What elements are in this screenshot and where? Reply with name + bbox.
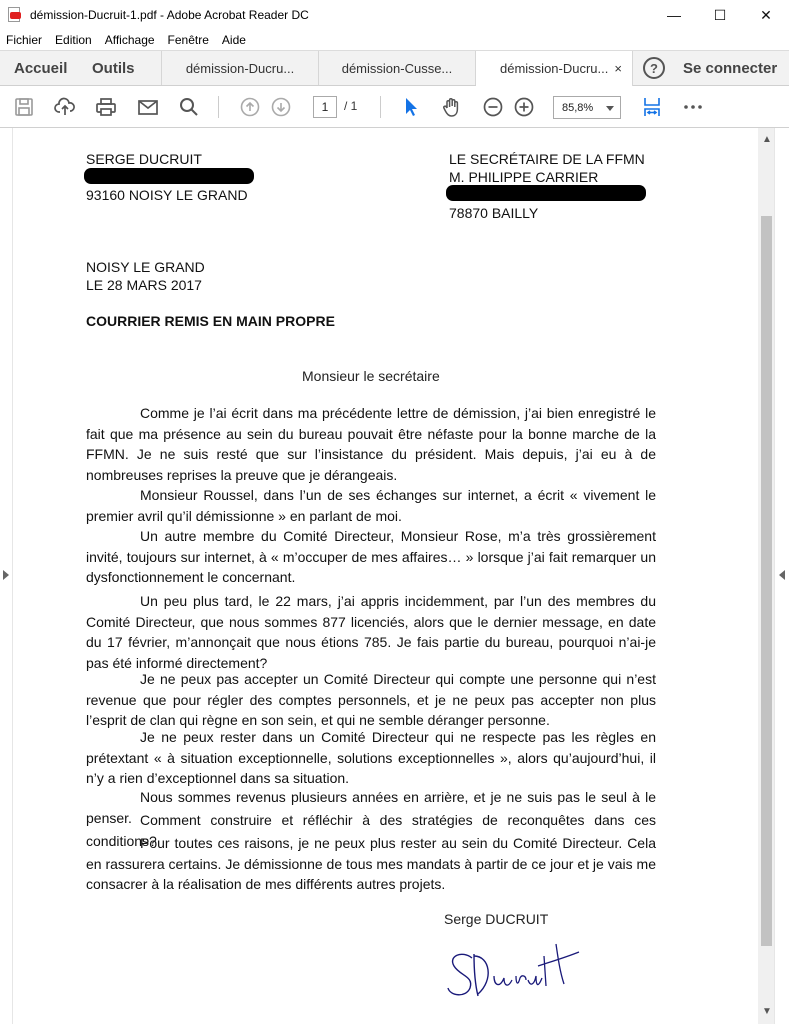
document-viewer	[0, 128, 789, 1024]
tab-outils[interactable]: Outils	[80, 51, 162, 85]
email-icon[interactable]	[136, 95, 160, 119]
acrobat-pdf-icon	[8, 7, 22, 23]
left-panel-toggle[interactable]	[0, 128, 13, 1024]
vertical-scrollbar[interactable]	[758, 128, 774, 1024]
title-bar	[0, 0, 789, 30]
signoff-name: Serge DUCRUIT	[444, 911, 549, 927]
more-options-icon[interactable]	[681, 95, 705, 119]
letter-paragraph: Monsieur Roussel, dans l’un de ses échanges sur internet, a écrit « vivement le premier avril qu’il démissionne » en parlant de moi.	[86, 487, 656, 524]
sender-city: 93160 NOISY LE GRAND	[86, 187, 248, 203]
toolbar-divider	[380, 96, 381, 118]
zoom-level-select[interactable]	[553, 96, 621, 119]
chevron-down-icon	[606, 106, 614, 111]
toolbar-divider	[218, 96, 219, 118]
select-cursor-icon[interactable]	[399, 95, 423, 119]
scroll-up-icon[interactable]: ▲	[762, 134, 772, 145]
save-icon[interactable]	[12, 95, 36, 119]
page-total: / 1	[344, 99, 358, 113]
menu-edition[interactable]: Edition	[55, 33, 92, 47]
tab-bar	[0, 50, 789, 86]
menu-aide[interactable]: Aide	[221, 33, 246, 47]
page-number-input[interactable]: 1	[313, 96, 337, 118]
hand-tool-icon[interactable]	[440, 95, 464, 119]
letter-paragraph: Un peu plus tard, le 22 mars, j’ai appris incidemment, par l’un des membres du Comité Directeur, que nous sommes 877 licenciés, alors que le dernier message, en date du 17 février, m’annonçait que nous étions 785. Je fais partie du bureau, pourquoi n’ai-je pas été informé directement?	[86, 593, 656, 671]
previous-page-icon[interactable]	[238, 95, 262, 119]
recipient-line-2: M. PHILIPPE CARRIER	[449, 169, 599, 185]
handwritten-signature	[434, 936, 584, 1008]
fit-width-icon[interactable]	[640, 95, 664, 119]
search-icon[interactable]	[177, 95, 201, 119]
scrollbar-thumb[interactable]	[761, 216, 772, 946]
expand-left-panel-icon	[3, 570, 9, 580]
document-tab-label: démission-Ducru...	[185, 60, 295, 76]
close-tab-icon[interactable]: ×	[614, 61, 622, 76]
menu-bar	[0, 30, 789, 50]
login-button[interactable]: Se connecter	[683, 59, 778, 77]
letter-paragraph: Je ne peux rester dans un Comité Directeur qui ne respecte pas les règles en prétextant « à situation exceptionnelle, solutions exceptionnelles », alors qu’aujourd’hui, il n’y a rien d’exceptionnel dans sa situation.	[86, 729, 656, 786]
tab-accueil[interactable]: Accueil	[14, 59, 68, 77]
help-icon: ?	[643, 57, 665, 79]
letter-paragraph: Un autre membre du Comité Directeur, Monsieur Rose, m’a très grossièrement invité, toujours sur internet, à « m’occuper de mes affaires… » lorsque j’ai fait remarquer un dysfonctionnement le concernant.	[86, 528, 656, 585]
letter-paragraph: Nous sommes revenus plusieurs années en arrière, et je ne suis pas le seul à le penser.	[86, 789, 656, 826]
right-panel-toggle[interactable]	[774, 128, 789, 1024]
letter-paragraph: Comment construire et réfléchir à des stratégies de reconquêtes dans ces conditions?	[86, 812, 656, 849]
close-window-button[interactable]: ✕	[760, 6, 772, 23]
print-icon[interactable]	[94, 95, 118, 119]
expand-right-panel-icon	[779, 570, 785, 580]
letter-salutation: Monsieur le secrétaire	[302, 368, 440, 384]
zoom-out-icon[interactable]	[481, 95, 505, 119]
next-page-icon[interactable]	[269, 95, 293, 119]
menu-fenetre[interactable]: Fenêtre	[167, 33, 209, 47]
document-tab-label: démission-Ducru...	[500, 61, 609, 76]
sender-name: SERGE DUCRUIT	[86, 151, 202, 167]
minimize-button[interactable]: —	[667, 7, 681, 23]
redaction-bar	[446, 185, 646, 201]
document-tab-label: démission-Cusse...	[341, 60, 453, 76]
window-title: démission-Ducruit-1.pdf - Adobe Acrobat Reader DC	[30, 8, 309, 22]
document-tab-2[interactable]	[319, 51, 476, 85]
help-button[interactable]	[633, 51, 675, 85]
zoom-level-value: 85,8%	[562, 101, 594, 114]
document-tab-3-active[interactable]	[476, 51, 633, 87]
letter-paragraph: Pour toutes ces raisons, je ne peux plus rester au sein du Comité Directeur. Cela en rassurera certains. Je démissionne de tous mes mandats à partir de ce jour et je vais me consacrer à la réalisation de mes différents autres projets.	[86, 835, 656, 892]
menu-affichage[interactable]: Affichage	[104, 33, 155, 47]
scroll-down-icon[interactable]: ▼	[762, 1006, 772, 1017]
letter-date: LE 28 MARS 2017	[86, 277, 202, 293]
letter-subject: COURRIER REMIS EN MAIN PROPRE	[86, 313, 335, 329]
toolbar	[0, 86, 789, 128]
zoom-in-icon[interactable]	[512, 95, 536, 119]
letter-paragraph: Comme je l’ai écrit dans ma précédente lettre de démission, j’ai bien enregistré le fait que ma présence au sein du bureau pouvait être néfaste pour la bonne marche de la FFMN. Je ne suis resté que sur l’insistance du président. Mais depuis, j’ai eu à de nombreuses reprises la preuve que je dérangeais.	[86, 405, 656, 483]
upload-cloud-icon[interactable]	[53, 95, 77, 119]
pdf-page	[14, 128, 757, 1024]
document-tab-1[interactable]	[162, 51, 319, 85]
letter-paragraph: Je ne peux pas accepter un Comité Directeur qui compte une personne qui n’est revenue que pour régler des comptes personnels, et je ne peux pas accepter non plus l’esprit de clan qui règne en son sein, et qui ne semble déranger personne.	[86, 671, 656, 728]
redaction-bar	[84, 168, 254, 184]
menu-fichier[interactable]: Fichier	[6, 33, 43, 47]
recipient-city: 78870 BAILLY	[449, 205, 539, 221]
maximize-button[interactable]: ☐	[713, 6, 727, 23]
recipient-line-1: LE SECRÉTAIRE DE LA FFMN	[449, 151, 645, 167]
letter-place: NOISY LE GRAND	[86, 259, 205, 275]
